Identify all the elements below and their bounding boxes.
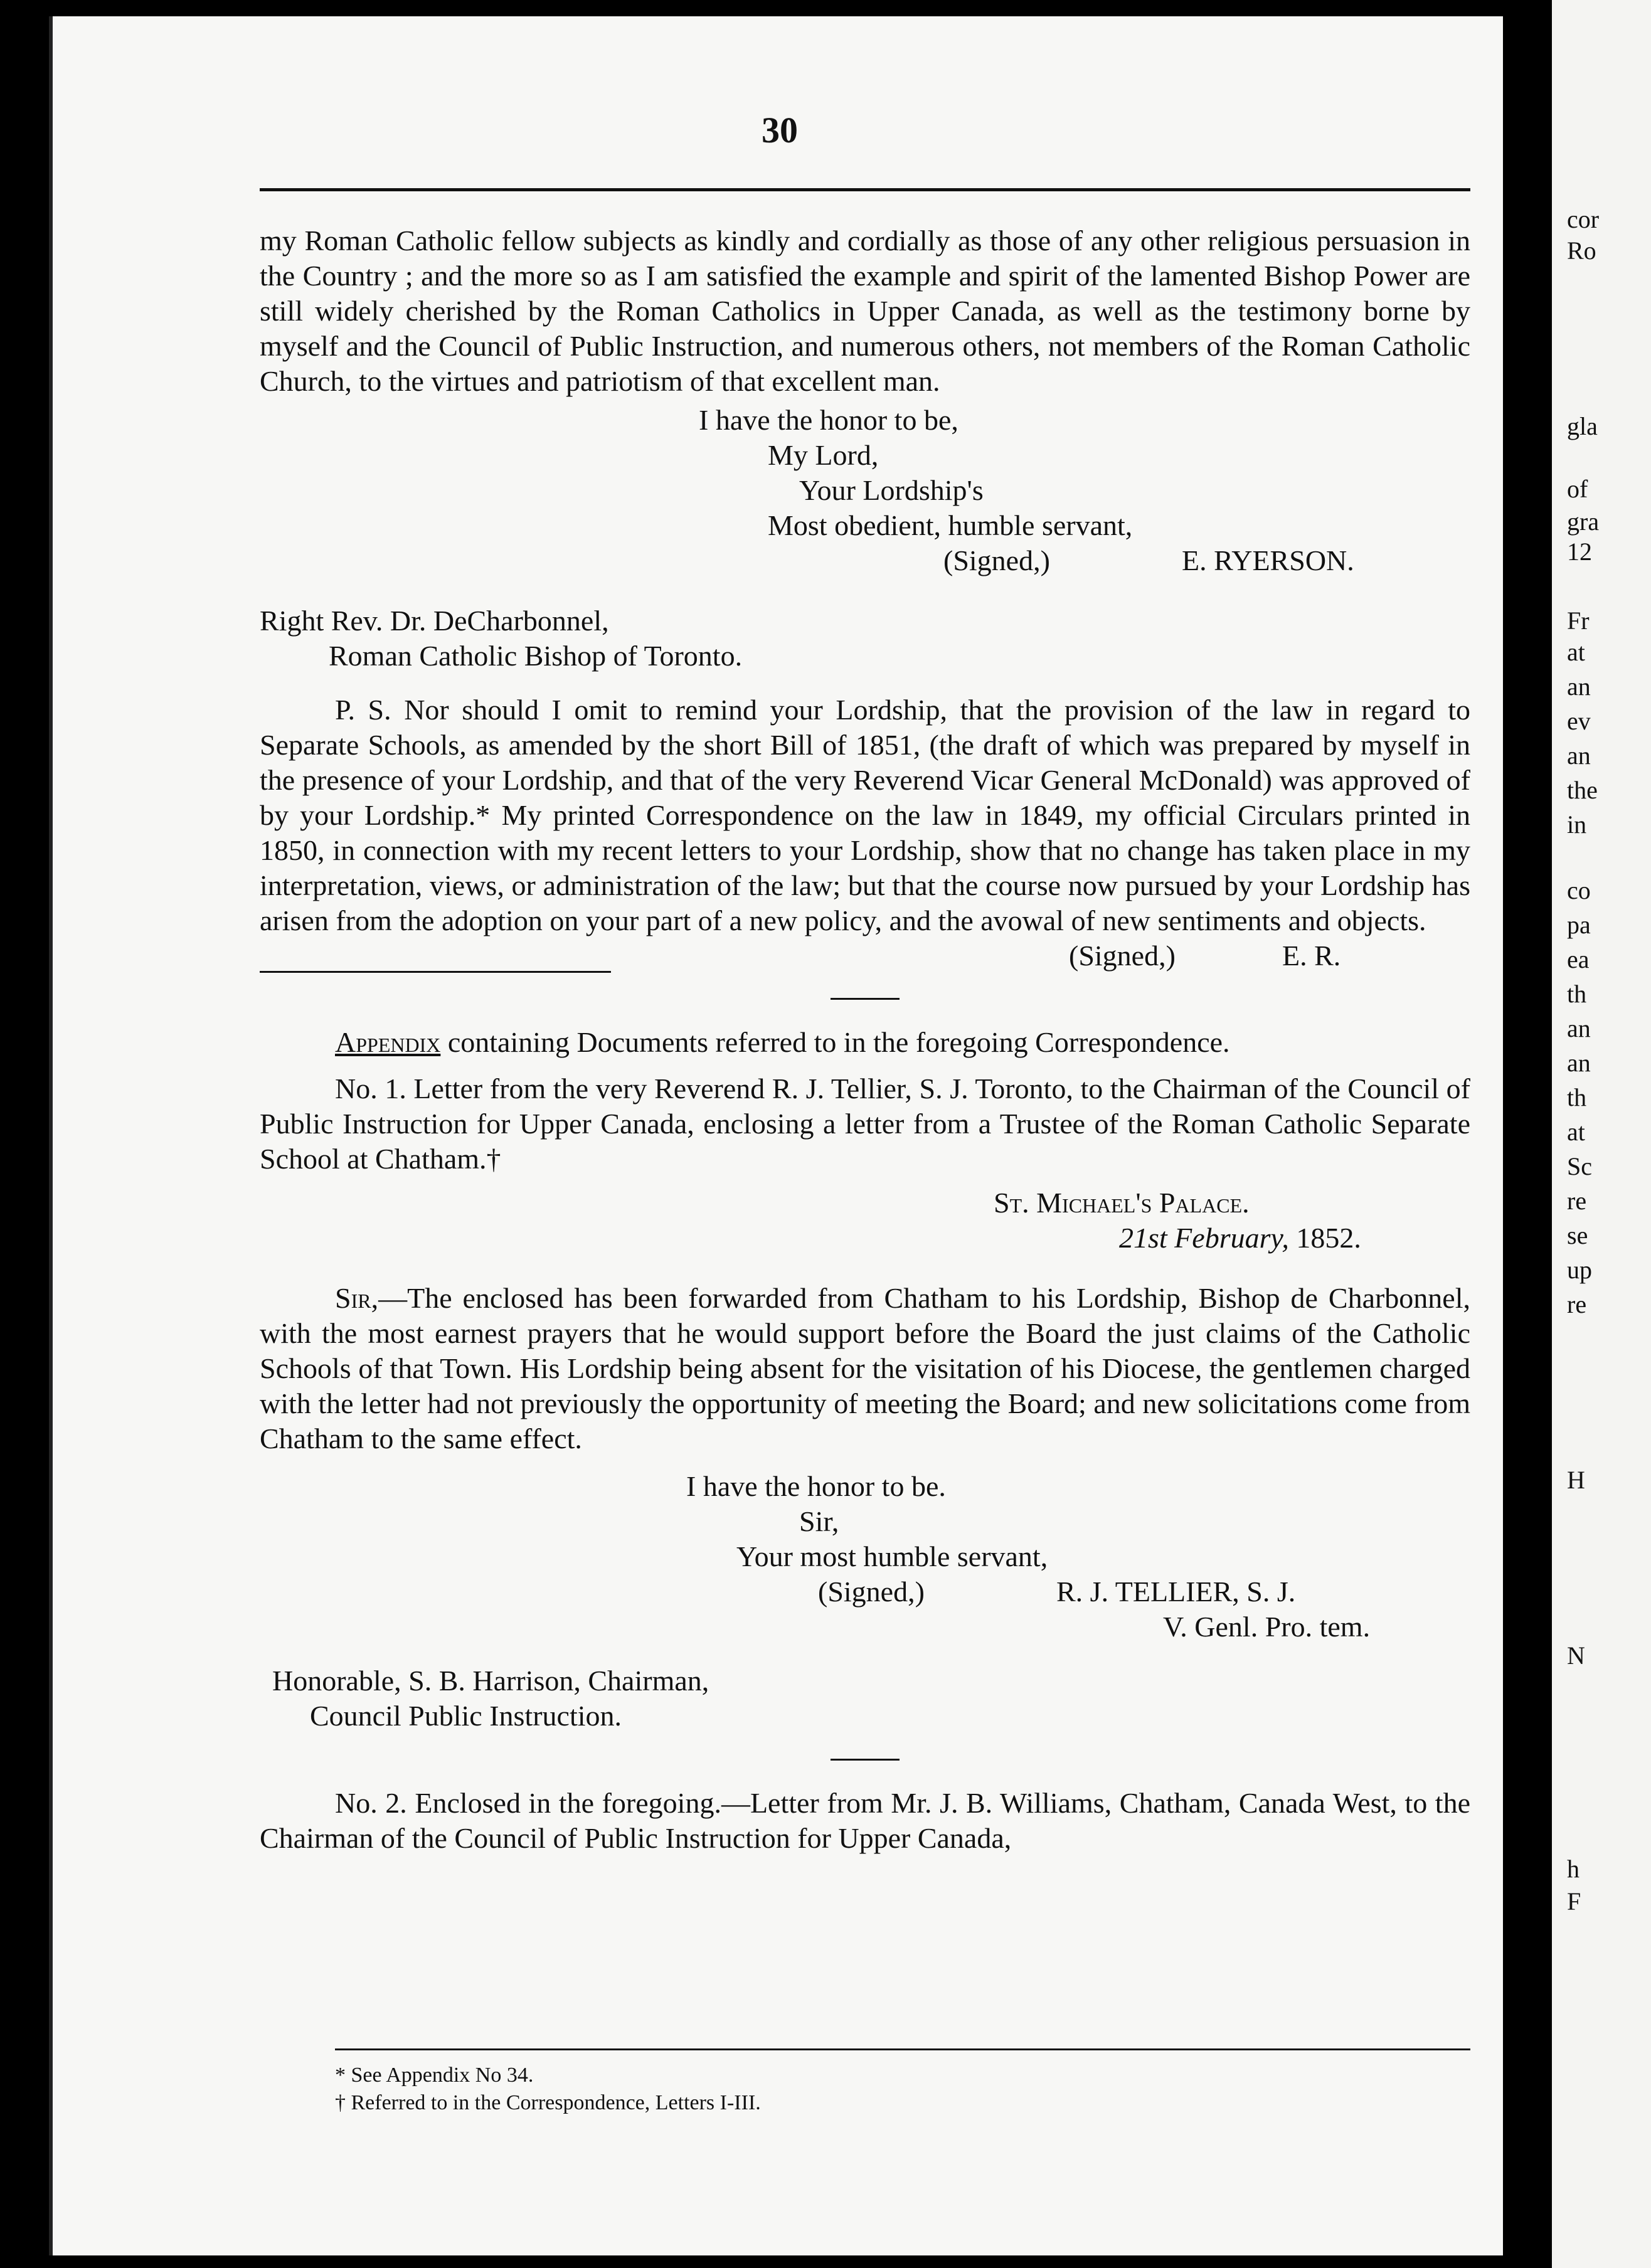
document-page — [49, 16, 1507, 2255]
adjacent-fragment: an — [1567, 741, 1591, 770]
signed-label: (Signed,) — [943, 544, 1050, 576]
adjacent-fragment: at — [1567, 638, 1585, 666]
addressee-line: Roman Catholic Bishop of Toronto. — [329, 640, 743, 672]
document-no2: No. 2. Enclosed in the foregoing.—Letter from Mr. J. B. Williams, Chatham, Canada West, to the Chairman of the Council of Public Instruction for Upper Canada, — [260, 1787, 1470, 1854]
date — [260, 1221, 1470, 1256]
adjacent-fragment: N — [1567, 1641, 1585, 1670]
adjacent-fragment: th — [1567, 980, 1587, 1008]
adjacent-fragment: re — [1567, 1187, 1587, 1215]
closing-line: Your most humble servant, — [736, 1540, 1048, 1572]
addressee-line: Honorable, S. B. Harrison, Chairman, — [272, 1665, 709, 1697]
adjacent-fragment: an — [1567, 1049, 1591, 1077]
letter-closing — [260, 403, 1470, 578]
adjacent-fragment: co — [1567, 876, 1591, 904]
adjacent-fragment: Fr — [1567, 607, 1590, 635]
tellier-addressee — [260, 1663, 1470, 1734]
tellier-letter-body: —The enclosed has been forwarded from Chatham to his Lordship, Bishop de Charbonnel, with the most earnest prayers that he would support before the Board the just claims of the Catholic Schools of that Town. His Lordship being absent for the visitation of his Diocese, the gentlemen charged with the letter had not previously the opportunity of meeting the Board; and new solicitations come from Chatham to the same effect. — [260, 1282, 1470, 1455]
adjacent-fragment: an — [1567, 1014, 1591, 1042]
signatory-name: E. RYERSON. — [1182, 544, 1354, 576]
adjacent-fragment: ev — [1567, 707, 1591, 735]
signatory-title-line — [260, 1609, 1470, 1645]
page-number: 30 — [762, 110, 798, 151]
short-divider — [831, 998, 900, 1000]
appendix-heading-text: containing Documents referred to in the foregoing Correspondence. — [447, 1026, 1230, 1058]
adjacent-fragment: gla — [1567, 412, 1598, 440]
place: St. Michael's Palace. — [994, 1187, 1250, 1219]
adjacent-fragment: the — [1567, 776, 1598, 804]
adjacent-fragment: th — [1567, 1083, 1587, 1111]
main-text — [260, 223, 1470, 1856]
closing-line: Sir, — [799, 1505, 839, 1537]
footnote-rule — [335, 2048, 1470, 2050]
addressee-line: Council Public Instruction. — [310, 1700, 622, 1732]
signed-label: (Signed,) — [818, 1576, 925, 1608]
adjacent-fragment: gra — [1567, 507, 1600, 536]
adjacent-fragment: re — [1567, 1290, 1587, 1318]
appendix-heading — [260, 1025, 1470, 1060]
adjacent-fragment: 12 — [1567, 538, 1592, 566]
document-no1: No. 1. Letter from the very Reverend R. J. Tellier, S. J. Toronto, to the Chairman of the Council of Public Instruction for Upper Canada, enclosing a letter from a Trustee of the Roman Catholic Separate School at Chatham.† — [260, 1073, 1470, 1175]
signatory-name: R. J. TELLIER, S. J. — [1056, 1576, 1296, 1608]
closing-line: Most obedient, humble servant, — [768, 509, 1133, 541]
adjacent-fragment: F — [1567, 1887, 1581, 1916]
footnote: † Referred to in the Correspondence, Letters I-III. — [335, 2091, 761, 2114]
footnote: * See Appendix No 34. — [335, 2064, 534, 2087]
closing-line: Your Lordship's — [799, 474, 984, 506]
adjacent-fragment: Ro — [1567, 236, 1596, 265]
signature-line — [260, 543, 1470, 578]
short-divider — [831, 1759, 900, 1761]
signed-label: (Signed,) — [1069, 940, 1176, 972]
appendix-label: Appendix — [335, 1026, 441, 1058]
adjacent-fragment: of — [1567, 475, 1588, 503]
adjacent-fragment: ea — [1567, 945, 1590, 973]
letter-dateline — [260, 1185, 1470, 1256]
letter-body: my Roman Catholic fellow subjects as kindly and cordially as those of any other religious persuasion in the Country ; and the more so as I am satisfied the example and spirit of the lamented Bishop Power are still widely cherished by the Roman Catholics in Upper Canada, as well as the testimony borne by myself and the Council of Public Instruction, and numerous others, not members of the Roman Catholic Church, to the virtues and patriotism of that excellent man. — [260, 225, 1470, 397]
date-year: 1852. — [1296, 1222, 1361, 1254]
adjacent-fragment: cor — [1567, 205, 1600, 233]
adjacent-fragment: se — [1567, 1221, 1588, 1249]
signatory-title: V. Genl. Pro. tem. — [1163, 1611, 1371, 1643]
adjacent-fragment: an — [1567, 672, 1591, 701]
header-rule — [260, 188, 1470, 191]
letter-addressee — [260, 603, 1470, 674]
initials: E. R. — [1282, 940, 1341, 972]
footnotes — [335, 2048, 1464, 2117]
adjacent-fragment: H — [1567, 1466, 1585, 1494]
adjacent-fragment: at — [1567, 1118, 1585, 1146]
closing-line: I have the honor to be. — [686, 1470, 946, 1502]
adjacent-fragment: up — [1567, 1256, 1592, 1284]
adjacent-fragment: Sc — [1567, 1152, 1592, 1180]
date-day: 21st February, — [1119, 1222, 1289, 1254]
salutation: Sir, — [335, 1282, 379, 1314]
addressee-line: Right Rev. Dr. DeCharbonnel, — [260, 605, 609, 637]
adjacent-fragment: pa — [1567, 911, 1591, 939]
book-gutter — [1503, 0, 1552, 2268]
adjacent-fragment: h — [1567, 1855, 1579, 1883]
tellier-closing — [260, 1469, 1470, 1645]
postscript: P. S. Nor should I omit to remind your Lordship, that the provision of the law in regard to Separate Schools, as amended by the short Bill of 1851, (the draft of which was prepared by myself in the presence of your Lordship, and that of the very Reverend Vicar General McDonald) was approved of by your Lordship.* My printed Correspondence on the law in 1849, my official Circulars printed in 1850, in connection with my recent letters to your Lordship, show that no change has taken place in my interpretation, views, or administration of the law; but that the course now pursued by your Lordship has arisen from the adoption on your part of a new policy, and the avowal of new sentiments and objects. — [260, 694, 1470, 936]
postscript-signature — [260, 938, 1470, 973]
tellier-letter — [260, 1281, 1470, 1456]
adjacent-fragment: in — [1567, 810, 1587, 839]
closing-line: My Lord, — [768, 439, 879, 471]
signature-line — [260, 1574, 1470, 1609]
adjacent-page-edge — [1552, 0, 1651, 2268]
closing-line: I have the honor to be, — [699, 404, 958, 436]
